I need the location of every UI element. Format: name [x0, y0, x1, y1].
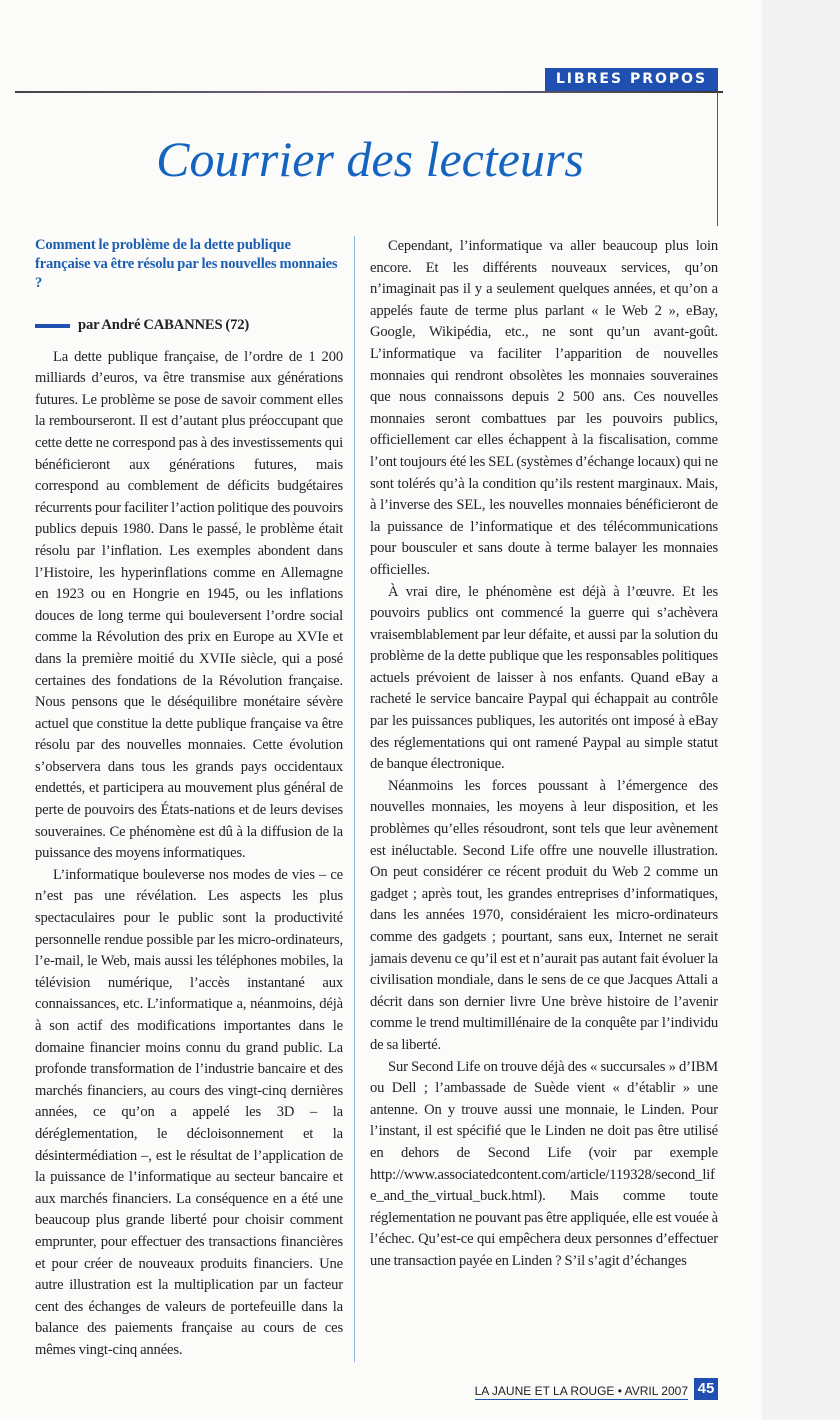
masthead [0, 0, 840, 236]
paragraph: Cependant, l’informatique va aller beaucoup plus loin encore. Et les différents nouveaux services, qu’on n’imaginait pas il y a seulement quelques années, et qu’on a appelés faute de terme plus parlant « le Web 2 », eBay, Google, Wikipédia, etc., ne sont qu’un avant-goût. L’informatique va faciliter l’apparition de nouvelles monnaies qui rendront obsolètes les monnaies souveraines que nous connaissons depuis 2 500 ans. Ces nouvelles monnaies seront combattues par les pouvoirs publics, officiellement car elles échappent à la fiscalisation, comme l’ont toujours été les SEL (systèmes d’échange locaux) qui ne sont tolérés qu’à la condition qu’ils restent marginaux. Mais, à l’inverse des SEL, les nouvelles monnaies bénéficieront de la puissance de l’informatique et des télécommunications pour bousculer et sans doute à terme balayer les monnaies officielles. [370, 238, 718, 578]
section-tag: LIBRES PROPOS [545, 68, 718, 91]
byline-bar [35, 324, 70, 328]
footer-publication: LA JAUNE ET LA ROUGE • AVRIL 2007 [474, 1383, 688, 1398]
byline [35, 315, 343, 337]
paragraph: La dette publique française, de l’ordre de 1 200 milliards d’euros, va être transmise aux générations futures. Le problème se pose de savoir comment elles la rembourseront. Il est d’autant plus préoccupant que cette dette ne correspond pas à des investissements qui bénéficieront aux générations futures, mais correspond au comblement de déficits budgétaires récurrents pour faciliter l’action politique des pouvoirs publics depuis 1980. Dans le passé, le problème était résolu par l’inflation. Les exemples abondent dans l’Histoire, les hyperinflations comme en Allemagne en 1923 ou en Hongrie en 1945, ou les inflations douces de long terme qui bouleversent l’ordre social comme la Révolution des prix en Europe au XVIe et dans la première moitié du XVIIe siècle, qui a posé certaines des fondations de la Révolution française. Nous pensons que le déséquilibre monétaire sévère actuel que constitue la dette publique française va être résolu par des nouvelles monnaies. Cette évolution s’observera dans tous les grands pays occidentaux endettés, et participera au mouvement plus général de perte de pouvoirs des États-nations et de leurs devises souveraines. Ce phénomène est dû à la diffusion de la puissance des moyens informatiques. [35, 348, 343, 862]
page-number: 45 [694, 1378, 718, 1400]
article-question: Comment le problème de la dette publique française va être résolu par les nouvelles monnaies ? [35, 237, 338, 291]
header-rule [15, 91, 723, 93]
paragraph: À vrai dire, le phénomène est déjà à l’œuvre. Et les pouvoirs publics ont commencé la guerre qui s’achèvera vraisemblablement par leur défaite, et aussi par la solution du problème de la dette publique que les responsables politiques actuels prévoient de laisser à nos enfants. Quand eBay a racheté le service bancaire Paypal qui échappait au contrôle par les puissances publiques, les autorités ont imposé à eBay des réglementations qui ont ramené Paypal au simple statut de banque électronique. [370, 583, 718, 773]
paragraph: L’informatique bouleverse nos modes de vies – ce n’est pas une révélation. Les aspects les plus spectaculaires pour le public sont la productivité personnelle rendue possible par les micro-ordinateurs, l’e-mail, le Web, mais aussi les téléphones mobiles, la télévision numérique, l’accès instantané aux connaissances, etc. L’informatique a, néanmoins, déjà à son actif des modifications importantes dans le domaine financier moins connu du grand public. La profonde transformation de l’industrie bancaire et des marchés financiers, au cours des vingt-cinq dernières années, ce qu’on a appelé les 3D – la déréglementation, le décloisonnement et la désintermédiation –, est le résultat de l’application de la puissance de l’informatique au secteur bancaire et aux marchés financiers. La conséquence en a été une beaucoup plus grande liberté pour choisir comment emprunter, pour effectuer des transactions financières et pour créer de nouveaux produits financiers. Une autre illustration est la multiplication par un facteur cent des échanges de valeurs de portefeuille dans la balance des paiements française au cours de ces mêmes vingt-cinq années. [35, 866, 343, 1358]
right-column [370, 236, 718, 1362]
column-divider [354, 236, 355, 1362]
article-body [0, 236, 840, 1362]
paragraph: Néanmoins les forces poussant à l’émergence des nouvelles monnaies, les moyens à leur disposition, et les problèmes qu’elles résoudront, sont tels que leur avènement est inéluctable. Second Life offre une nouvelle illustration. On peut considérer ce récent produit du Web 2 comme un gadget ; après tout, les grandes entreprises d’informatiques, dans les années 1970, considéraient les micro-ordinateurs comme des gadgets ; pourtant, sans eux, Internet ne serait jamais devenu ce qu’il est et n’aurait pas autant fait évoluer la civilisation mondiale, dans le sens de ce que Jacques Attali a décrit dans son dernier livre Une brève histoire de l’avenir comme le trend multimillénaire de la conquête par l’individu de sa liberté. [370, 777, 718, 1053]
byline-text: par André CABANNES (72) [78, 317, 250, 333]
footer [35, 1378, 718, 1420]
page-title: Courrier des lecteurs [156, 131, 584, 187]
paragraph: Sur Second Life on trouve déjà des « succursales » d’IBM ou Dell ; l’ambassade de Suède vient « d’établir » une antenne. On y trouve aussi une monnaie, le Linden. Pour l’instant, il est spécifié que le Linden ne doit pas être utilisé en dehors de Second Life (voir par exemple http://www.associatedcontent.com/article/119328/second_life_and_the_virtual_buck.html). Mais comme toute réglementation ne pouvant pas être appliquée, elle est vouée à l’échec. Qu’est-ce qui empêchera deux personnes d’effectuer une transaction payée en Linden ? S’il s’agit d’échanges [370, 1058, 718, 1269]
left-column [35, 236, 343, 1362]
